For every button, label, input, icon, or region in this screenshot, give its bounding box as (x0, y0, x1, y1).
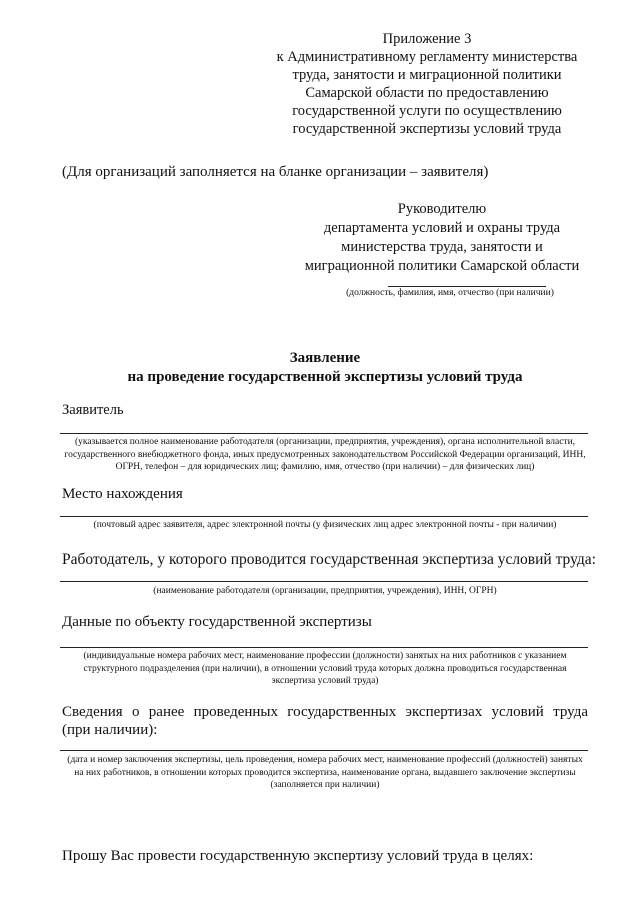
employer-label: Работодатель, у которого проводится государственная экспертиза условий труда: (62, 551, 596, 568)
previous-expertise-field-line[interactable] (60, 750, 588, 751)
location-caption: (почтовый адрес заявителя, адрес электронной почты (у физических лиц адрес электронной почты - при наличии) (93, 520, 557, 530)
appendix-line: Приложение 3 (382, 31, 472, 47)
applicant-label: Заявитель (62, 402, 124, 418)
document-title (60, 349, 590, 387)
appendix-line: государственной экспертизы условий труда (292, 121, 562, 137)
addressee-block (292, 200, 592, 276)
addressee-line: Руководителю (397, 201, 487, 217)
addressee-line: миграционной политики Самарской области (304, 258, 580, 274)
title-line: Заявление (289, 350, 361, 366)
addressee-line: министерства труда, занятости и (341, 239, 543, 255)
closing-request: Прошу Вас провести государственную экспертизу условий труда в целях: (62, 848, 534, 864)
employer-field-line[interactable] (60, 581, 588, 582)
title-line: на проведение государственной экспертизы условий труда (127, 369, 523, 385)
addressee-caption: (должность, фамилия, имя, отчество (при наличии) (346, 288, 554, 298)
object-data-field-line[interactable] (60, 647, 588, 648)
object-data-label: Данные по объекту государственной экспертизы (62, 614, 372, 630)
previous-expertise-label-continued: (при наличии): (62, 722, 158, 738)
addressee-signature-line[interactable] (388, 286, 546, 287)
addressee-line: департамента условий и охраны труда (323, 220, 561, 236)
location-label: Место нахождения (62, 486, 183, 502)
object-data-caption: (индивидуальные номера рабочих мест, наименование профессии (должности) занятых на них работников с указанием структурного подразделения (при наличии), в отношении условий труда которых должна проводиться государственная экспертиза условий труда) (83, 651, 567, 686)
organization-note: (Для организаций заполняется на бланке организации – заявителя) (62, 164, 489, 180)
appendix-header (262, 30, 592, 138)
appendix-line: к Административному регламенту министерства (276, 49, 578, 65)
employer-caption: (наименование работодателя (организации, предприятия, учреждения), ИНН, ОГРН) (153, 586, 497, 596)
location-field-line[interactable] (60, 516, 588, 517)
applicant-field-line[interactable] (60, 433, 588, 434)
previous-expertise-caption: (дата и номер заключения экспертизы, цель проведения, номера рабочих мест, наименование профессий (должностей) занятых на них работников, в отношении которых проводится экспертиза, наименование органа, выдавшего заключение экспертизы (заполняется при наличии) (67, 755, 583, 790)
appendix-line: Самарской области по предоставлению (305, 85, 549, 101)
appendix-line: труда, занятости и миграционной политики (292, 67, 562, 83)
applicant-caption: (указывается полное наименование работодателя (организации, предприятия, учреждения), органа исполнительной власти, государственного внебюджетного фонда, иных предусмотренных законодательством Российской Федерации организаций, ИНН, ОГРН, телефон – для юридических лиц; фамилию, имя, отчество (при наличии) – для физических лиц) (64, 437, 586, 472)
previous-expertise-label: Сведения о ранее проведенных государственных экспертизах условий труда (62, 704, 588, 720)
appendix-line: государственной услуги по осуществлению (292, 103, 562, 119)
